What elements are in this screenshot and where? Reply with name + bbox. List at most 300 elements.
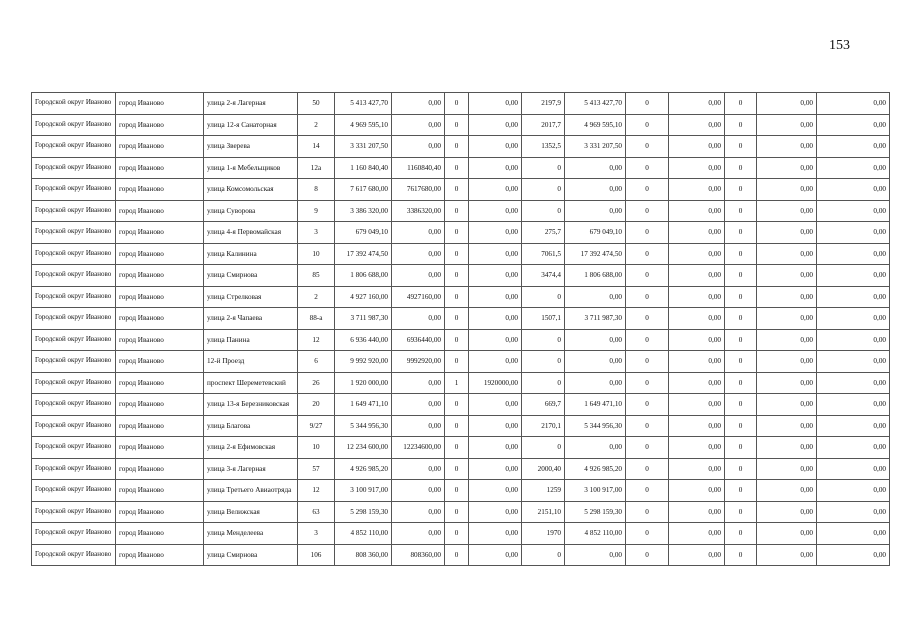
cell-house-number: 63 <box>298 501 335 523</box>
cell-col7: 0 <box>445 136 469 158</box>
cell-subject: Городской округ Иваново <box>32 394 116 416</box>
cell-col11: 0 <box>626 200 669 222</box>
cell-col14: 0,00 <box>757 179 817 201</box>
cell-col8: 0,00 <box>469 394 522 416</box>
cell-col6: 1160840,40 <box>392 157 445 179</box>
cell-col11: 0 <box>626 136 669 158</box>
cell-subject: Городской округ Иваново <box>32 308 116 330</box>
cell-house-number: 20 <box>298 394 335 416</box>
cell-col11: 0 <box>626 523 669 545</box>
cell-col6: 0,00 <box>392 308 445 330</box>
cell-col6: 0,00 <box>392 415 445 437</box>
cell-col11: 0 <box>626 415 669 437</box>
table-row <box>32 114 890 136</box>
cell-house-number: 2 <box>298 114 335 136</box>
cell-area: 2017,7 <box>522 114 565 136</box>
cell-locality: город Иваново <box>116 544 204 566</box>
cell-subject: Городской округ Иваново <box>32 458 116 480</box>
cell-col15: 0,00 <box>817 243 890 265</box>
cell-locality: город Иваново <box>116 157 204 179</box>
cell-locality: город Иваново <box>116 351 204 373</box>
cell-locality: город Иваново <box>116 329 204 351</box>
cell-col14: 0,00 <box>757 200 817 222</box>
cell-street: улица 12-я Санаторная <box>204 114 298 136</box>
cell-col11: 0 <box>626 437 669 459</box>
cell-locality: город Иваново <box>116 265 204 287</box>
cell-col12: 0,00 <box>669 544 725 566</box>
cell-area: 1507,1 <box>522 308 565 330</box>
cell-col15: 0,00 <box>817 544 890 566</box>
cell-col13: 0 <box>725 200 757 222</box>
cell-house-number: 8 <box>298 179 335 201</box>
data-table <box>31 92 890 566</box>
cell-area: 1259 <box>522 480 565 502</box>
cell-col12: 0,00 <box>669 308 725 330</box>
table-row <box>32 544 890 566</box>
cell-col8: 0,00 <box>469 243 522 265</box>
cell-col14: 0,00 <box>757 501 817 523</box>
table-row <box>32 458 890 480</box>
cell-street: улица Суворова <box>204 200 298 222</box>
cell-col15: 0,00 <box>817 329 890 351</box>
cell-total-cost: 5 344 956,30 <box>335 415 392 437</box>
cell-col13: 0 <box>725 523 757 545</box>
cell-col10: 0,00 <box>565 372 626 394</box>
cell-col7: 0 <box>445 523 469 545</box>
cell-subject: Городской округ Иваново <box>32 329 116 351</box>
cell-col15: 0,00 <box>817 458 890 480</box>
cell-col10: 3 100 917,00 <box>565 480 626 502</box>
cell-locality: город Иваново <box>116 222 204 244</box>
page-number: 153 <box>829 38 850 53</box>
table-row <box>32 179 890 201</box>
cell-house-number: 12а <box>298 157 335 179</box>
cell-col6: 0,00 <box>392 93 445 115</box>
cell-col7: 0 <box>445 329 469 351</box>
cell-col7: 0 <box>445 394 469 416</box>
cell-col13: 0 <box>725 114 757 136</box>
cell-area: 0 <box>522 372 565 394</box>
cell-area: 0 <box>522 351 565 373</box>
cell-col13: 0 <box>725 394 757 416</box>
cell-subject: Городской округ Иваново <box>32 501 116 523</box>
cell-col6: 808360,00 <box>392 544 445 566</box>
cell-col14: 0,00 <box>757 329 817 351</box>
cell-col10: 0,00 <box>565 286 626 308</box>
cell-locality: город Иваново <box>116 114 204 136</box>
cell-house-number: 50 <box>298 93 335 115</box>
cell-street: улица 2-я Чапаева <box>204 308 298 330</box>
cell-col6: 4927160,00 <box>392 286 445 308</box>
cell-locality: город Иваново <box>116 308 204 330</box>
cell-house-number: 85 <box>298 265 335 287</box>
cell-col15: 0,00 <box>817 136 890 158</box>
cell-col10: 4 852 110,00 <box>565 523 626 545</box>
cell-house-number: 9 <box>298 200 335 222</box>
cell-col15: 0,00 <box>817 523 890 545</box>
cell-col14: 0,00 <box>757 394 817 416</box>
cell-total-cost: 3 711 987,30 <box>335 308 392 330</box>
cell-area: 0 <box>522 179 565 201</box>
cell-street: улица Комсомольская <box>204 179 298 201</box>
cell-col10: 5 344 956,30 <box>565 415 626 437</box>
cell-col15: 0,00 <box>817 286 890 308</box>
cell-subject: Городской округ Иваново <box>32 265 116 287</box>
cell-col6: 9992920,00 <box>392 351 445 373</box>
cell-col11: 0 <box>626 501 669 523</box>
table-row <box>32 351 890 373</box>
cell-col14: 0,00 <box>757 351 817 373</box>
cell-total-cost: 6 936 440,00 <box>335 329 392 351</box>
cell-col12: 0,00 <box>669 286 725 308</box>
cell-area: 7061,5 <box>522 243 565 265</box>
cell-col12: 0,00 <box>669 501 725 523</box>
cell-col10: 0,00 <box>565 179 626 201</box>
cell-col14: 0,00 <box>757 243 817 265</box>
cell-subject: Городской округ Иваново <box>32 523 116 545</box>
table-row <box>32 265 890 287</box>
cell-col12: 0,00 <box>669 372 725 394</box>
cell-area: 275,7 <box>522 222 565 244</box>
cell-house-number: 2 <box>298 286 335 308</box>
cell-street: улица Благова <box>204 415 298 437</box>
cell-total-cost: 4 927 160,00 <box>335 286 392 308</box>
cell-col13: 0 <box>725 93 757 115</box>
cell-col10: 4 969 595,10 <box>565 114 626 136</box>
cell-col10: 3 711 987,30 <box>565 308 626 330</box>
cell-col13: 0 <box>725 136 757 158</box>
cell-col11: 0 <box>626 114 669 136</box>
cell-area: 2151,10 <box>522 501 565 523</box>
cell-col6: 0,00 <box>392 458 445 480</box>
cell-col6: 0,00 <box>392 265 445 287</box>
cell-subject: Городской округ Иваново <box>32 179 116 201</box>
cell-col10: 1 806 688,00 <box>565 265 626 287</box>
cell-col7: 0 <box>445 351 469 373</box>
cell-col13: 0 <box>725 480 757 502</box>
cell-col6: 12234600,00 <box>392 437 445 459</box>
cell-col14: 0,00 <box>757 372 817 394</box>
table-row <box>32 157 890 179</box>
cell-total-cost: 5 413 427,70 <box>335 93 392 115</box>
cell-col7: 0 <box>445 501 469 523</box>
cell-locality: город Иваново <box>116 394 204 416</box>
cell-house-number: 10 <box>298 243 335 265</box>
cell-total-cost: 679 049,10 <box>335 222 392 244</box>
cell-col12: 0,00 <box>669 93 725 115</box>
cell-col13: 0 <box>725 544 757 566</box>
table-row <box>32 200 890 222</box>
cell-subject: Городской округ Иваново <box>32 243 116 265</box>
cell-street: улица 4-я Первомайская <box>204 222 298 244</box>
cell-col14: 0,00 <box>757 286 817 308</box>
cell-col11: 0 <box>626 544 669 566</box>
cell-locality: город Иваново <box>116 136 204 158</box>
cell-total-cost: 808 360,00 <box>335 544 392 566</box>
table-row <box>32 501 890 523</box>
cell-area: 0 <box>522 200 565 222</box>
cell-total-cost: 7 617 680,00 <box>335 179 392 201</box>
cell-total-cost: 3 331 207,50 <box>335 136 392 158</box>
cell-subject: Городской округ Иваново <box>32 222 116 244</box>
cell-col12: 0,00 <box>669 136 725 158</box>
cell-house-number: 9/27 <box>298 415 335 437</box>
cell-house-number: 14 <box>298 136 335 158</box>
cell-locality: город Иваново <box>116 200 204 222</box>
cell-col7: 0 <box>445 93 469 115</box>
table-row <box>32 415 890 437</box>
cell-locality: город Иваново <box>116 523 204 545</box>
cell-col10: 0,00 <box>565 351 626 373</box>
cell-col13: 0 <box>725 437 757 459</box>
cell-col10: 679 049,10 <box>565 222 626 244</box>
cell-col7: 0 <box>445 458 469 480</box>
cell-col7: 0 <box>445 157 469 179</box>
cell-locality: город Иваново <box>116 437 204 459</box>
cell-area: 1970 <box>522 523 565 545</box>
cell-house-number: 106 <box>298 544 335 566</box>
cell-col13: 0 <box>725 265 757 287</box>
cell-col11: 0 <box>626 329 669 351</box>
cell-col8: 0,00 <box>469 544 522 566</box>
cell-locality: город Иваново <box>116 480 204 502</box>
cell-street: улица Менделеева <box>204 523 298 545</box>
cell-col8: 0,00 <box>469 286 522 308</box>
cell-locality: город Иваново <box>116 458 204 480</box>
cell-col10: 1 649 471,10 <box>565 394 626 416</box>
cell-subject: Городской округ Иваново <box>32 114 116 136</box>
cell-col6: 0,00 <box>392 136 445 158</box>
cell-house-number: 3 <box>298 222 335 244</box>
cell-col13: 0 <box>725 501 757 523</box>
cell-col15: 0,00 <box>817 394 890 416</box>
cell-area: 3474,4 <box>522 265 565 287</box>
cell-col14: 0,00 <box>757 265 817 287</box>
cell-col6: 0,00 <box>392 480 445 502</box>
cell-col12: 0,00 <box>669 523 725 545</box>
cell-col10: 3 331 207,50 <box>565 136 626 158</box>
cell-col15: 0,00 <box>817 265 890 287</box>
cell-col7: 0 <box>445 243 469 265</box>
cell-total-cost: 1 160 840,40 <box>335 157 392 179</box>
cell-col10: 0,00 <box>565 157 626 179</box>
cell-col12: 0,00 <box>669 329 725 351</box>
cell-col13: 0 <box>725 329 757 351</box>
cell-street: улица Смирнова <box>204 265 298 287</box>
cell-locality: город Иваново <box>116 372 204 394</box>
cell-subject: Городской округ Иваново <box>32 372 116 394</box>
cell-col6: 0,00 <box>392 243 445 265</box>
table-row <box>32 523 890 545</box>
cell-col12: 0,00 <box>669 179 725 201</box>
cell-col13: 0 <box>725 179 757 201</box>
cell-street: проспект Шереметевский <box>204 372 298 394</box>
cell-subject: Городской округ Иваново <box>32 136 116 158</box>
cell-house-number: 26 <box>298 372 335 394</box>
cell-col12: 0,00 <box>669 200 725 222</box>
cell-col11: 0 <box>626 157 669 179</box>
cell-col14: 0,00 <box>757 114 817 136</box>
cell-col10: 5 413 427,70 <box>565 93 626 115</box>
cell-col8: 0,00 <box>469 329 522 351</box>
cell-locality: город Иваново <box>116 286 204 308</box>
table-row <box>32 93 890 115</box>
cell-col12: 0,00 <box>669 222 725 244</box>
cell-col14: 0,00 <box>757 544 817 566</box>
cell-col11: 0 <box>626 265 669 287</box>
cell-col12: 0,00 <box>669 415 725 437</box>
cell-street: улица Панина <box>204 329 298 351</box>
cell-area: 0 <box>522 157 565 179</box>
cell-locality: город Иваново <box>116 93 204 115</box>
cell-subject: Городской округ Иваново <box>32 415 116 437</box>
cell-col12: 0,00 <box>669 114 725 136</box>
cell-col7: 1 <box>445 372 469 394</box>
cell-col7: 0 <box>445 437 469 459</box>
cell-total-cost: 9 992 920,00 <box>335 351 392 373</box>
cell-col10: 0,00 <box>565 200 626 222</box>
cell-col15: 0,00 <box>817 372 890 394</box>
cell-col6: 0,00 <box>392 394 445 416</box>
cell-street: улица Стрелковая <box>204 286 298 308</box>
table-row <box>32 437 890 459</box>
cell-col12: 0,00 <box>669 458 725 480</box>
cell-col8: 1920000,00 <box>469 372 522 394</box>
table-row <box>32 222 890 244</box>
cell-total-cost: 5 298 159,30 <box>335 501 392 523</box>
cell-col15: 0,00 <box>817 501 890 523</box>
cell-street: улица Калинина <box>204 243 298 265</box>
cell-col15: 0,00 <box>817 415 890 437</box>
cell-col15: 0,00 <box>817 480 890 502</box>
cell-subject: Городской округ Иваново <box>32 157 116 179</box>
cell-col6: 7617680,00 <box>392 179 445 201</box>
table-row <box>32 243 890 265</box>
cell-house-number: 10 <box>298 437 335 459</box>
cell-house-number: 12 <box>298 329 335 351</box>
cell-col13: 0 <box>725 351 757 373</box>
cell-area: 0 <box>522 329 565 351</box>
cell-total-cost: 1 649 471,10 <box>335 394 392 416</box>
cell-col13: 0 <box>725 308 757 330</box>
table-row <box>32 286 890 308</box>
cell-col8: 0,00 <box>469 437 522 459</box>
cell-col11: 0 <box>626 308 669 330</box>
cell-street: улица Велижская <box>204 501 298 523</box>
cell-col11: 0 <box>626 222 669 244</box>
cell-subject: Городской округ Иваново <box>32 480 116 502</box>
table-row <box>32 372 890 394</box>
cell-total-cost: 4 969 595,10 <box>335 114 392 136</box>
cell-street: улица 2-я Лагерная <box>204 93 298 115</box>
cell-col15: 0,00 <box>817 179 890 201</box>
cell-col12: 0,00 <box>669 243 725 265</box>
cell-col14: 0,00 <box>757 523 817 545</box>
cell-street: улица Третьего Авиаотряда <box>204 480 298 502</box>
cell-col11: 0 <box>626 286 669 308</box>
cell-col13: 0 <box>725 286 757 308</box>
cell-total-cost: 4 926 985,20 <box>335 458 392 480</box>
cell-col6: 0,00 <box>392 523 445 545</box>
cell-street: улица 13-я Березниковская <box>204 394 298 416</box>
cell-area: 2000,40 <box>522 458 565 480</box>
cell-col10: 4 926 985,20 <box>565 458 626 480</box>
cell-col10: 0,00 <box>565 329 626 351</box>
cell-col15: 0,00 <box>817 437 890 459</box>
cell-col7: 0 <box>445 265 469 287</box>
cell-col8: 0,00 <box>469 265 522 287</box>
cell-col8: 0,00 <box>469 501 522 523</box>
cell-col7: 0 <box>445 415 469 437</box>
cell-locality: город Иваново <box>116 415 204 437</box>
cell-street: улица 1-я Мебельщиков <box>204 157 298 179</box>
cell-col12: 0,00 <box>669 437 725 459</box>
cell-col12: 0,00 <box>669 394 725 416</box>
cell-area: 2197,9 <box>522 93 565 115</box>
cell-col12: 0,00 <box>669 480 725 502</box>
cell-col15: 0,00 <box>817 200 890 222</box>
cell-col6: 0,00 <box>392 501 445 523</box>
cell-col8: 0,00 <box>469 415 522 437</box>
cell-col7: 0 <box>445 480 469 502</box>
cell-col8: 0,00 <box>469 351 522 373</box>
table-row <box>32 329 890 351</box>
cell-area: 0 <box>522 437 565 459</box>
cell-col7: 0 <box>445 200 469 222</box>
cell-col15: 0,00 <box>817 308 890 330</box>
cell-locality: город Иваново <box>116 243 204 265</box>
cell-total-cost: 4 852 110,00 <box>335 523 392 545</box>
cell-house-number: 3 <box>298 523 335 545</box>
table-row <box>32 308 890 330</box>
cell-subject: Городской округ Иваново <box>32 544 116 566</box>
cell-subject: Городской округ Иваново <box>32 437 116 459</box>
cell-col15: 0,00 <box>817 157 890 179</box>
cell-area: 1352,5 <box>522 136 565 158</box>
cell-house-number: 6 <box>298 351 335 373</box>
cell-col14: 0,00 <box>757 136 817 158</box>
cell-col6: 3386320,00 <box>392 200 445 222</box>
cell-col13: 0 <box>725 415 757 437</box>
cell-col14: 0,00 <box>757 157 817 179</box>
cell-house-number: 57 <box>298 458 335 480</box>
cell-col11: 0 <box>626 480 669 502</box>
table-body <box>32 93 890 566</box>
cell-col12: 0,00 <box>669 351 725 373</box>
cell-total-cost: 12 234 600,00 <box>335 437 392 459</box>
cell-col11: 0 <box>626 351 669 373</box>
cell-col14: 0,00 <box>757 308 817 330</box>
cell-col10: 0,00 <box>565 544 626 566</box>
cell-col8: 0,00 <box>469 114 522 136</box>
cell-col8: 0,00 <box>469 200 522 222</box>
cell-col7: 0 <box>445 308 469 330</box>
cell-house-number: 12 <box>298 480 335 502</box>
cell-col13: 0 <box>725 458 757 480</box>
cell-col8: 0,00 <box>469 222 522 244</box>
cell-subject: Городской округ Иваново <box>32 351 116 373</box>
cell-col8: 0,00 <box>469 157 522 179</box>
cell-total-cost: 1 806 688,00 <box>335 265 392 287</box>
cell-col15: 0,00 <box>817 351 890 373</box>
cell-col7: 0 <box>445 114 469 136</box>
cell-col11: 0 <box>626 394 669 416</box>
cell-col7: 0 <box>445 222 469 244</box>
cell-col13: 0 <box>725 157 757 179</box>
cell-total-cost: 3 386 320,00 <box>335 200 392 222</box>
cell-col8: 0,00 <box>469 93 522 115</box>
cell-col14: 0,00 <box>757 222 817 244</box>
